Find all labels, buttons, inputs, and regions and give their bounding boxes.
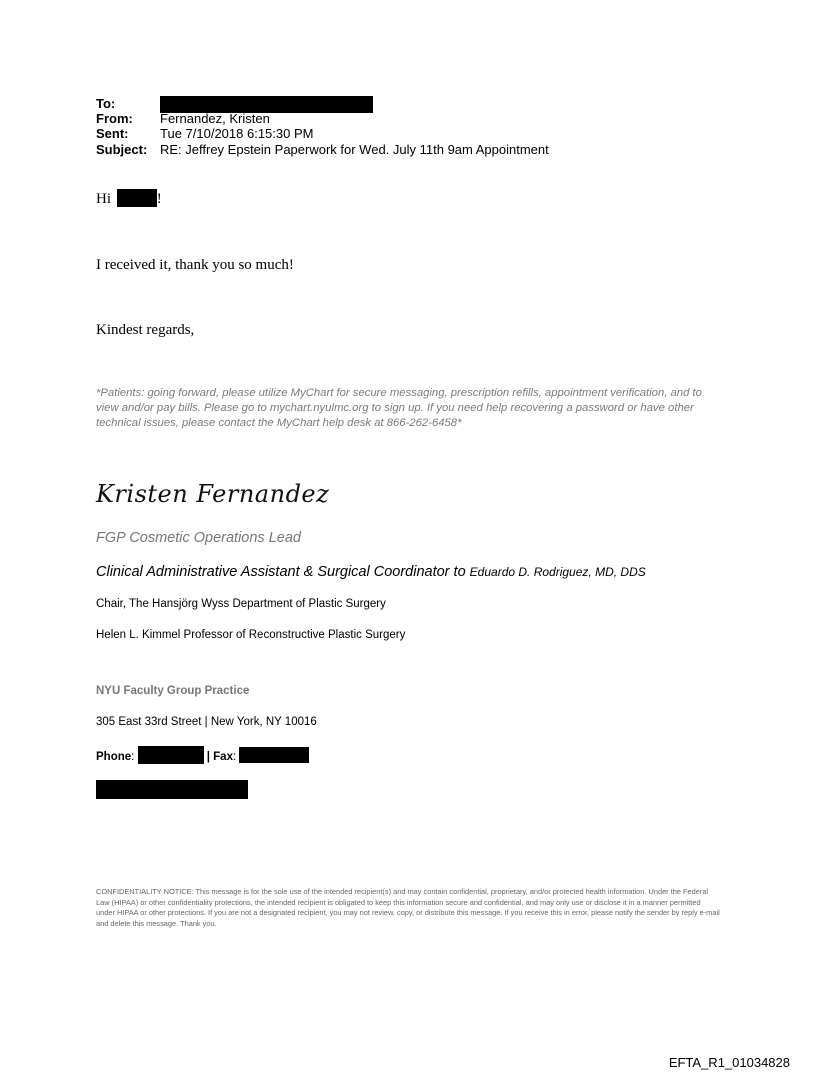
greeting-prefix: Hi <box>96 191 111 207</box>
title-operations-lead: FGP Cosmetic Operations Lead <box>96 530 301 546</box>
sent-value: Tue 7/10/2018 6:15:30 PM <box>160 126 314 141</box>
closing-line: Kindest regards, <box>96 322 195 338</box>
address-line: 305 East 33rd Street | New York, NY 10016 <box>96 716 317 728</box>
physician-name: Eduardo D. Rodriguez, MD, DDS <box>469 565 646 579</box>
from-value: Fernandez, Kristen <box>160 111 270 126</box>
phone-label: Phone <box>96 751 132 763</box>
document-id: EFTA_R1_01034828 <box>668 1055 790 1070</box>
to-label: To: <box>96 96 116 111</box>
greeting <box>96 189 162 208</box>
sent-label: Sent: <box>96 126 129 141</box>
greeting-suffix: ! <box>156 191 162 207</box>
subject-value: RE: Jeffrey Epstein Paperwork for Wed. July 11th 9am Appointment <box>160 142 549 157</box>
handwritten-signature: Kristen Fernandez <box>96 480 330 508</box>
professor-line: Helen L. Kimmel Professor of Reconstructive Plastic Surgery <box>96 629 406 641</box>
body-line: I received it, thank you so much! <box>96 257 294 273</box>
chair-line: Chair, The Hansjörg Wyss Department of Plastic Surgery <box>96 598 386 610</box>
fax-redaction <box>239 747 309 763</box>
email-redaction <box>96 780 248 799</box>
fax-colon: : <box>232 751 237 763</box>
phone-redaction <box>138 746 204 764</box>
fax-label: | Fax <box>206 751 233 763</box>
from-label: From: <box>96 111 133 126</box>
mychart-notice: *Patients: going forward, please utilize MyChart for secure messaging, prescription refills, appointment verification, and to view and/or pay bills. Please go to mychart.nyulmc.org to sign up. If you need help recovering a password or have other technical issues, please contact the MyChart help desk at 866-262-6458* <box>96 387 702 429</box>
confidentiality-notice: CONFIDENTIALITY NOTICE: This message is for the sole use of the intended recipient(s) and may contain confidential, proprietary, and/or protected health information. Under the Federal Law (HIPAA) or other confidentiality protections, the intended recipient is obligated to keep this information secure and confidential, and may only use or disclose it in a manner permitted under HIPAA or other protections. If you are not a designated recipient, you may not review, copy, or distribute this message. If you receive this in error, please notify the sender by reply e-mail and delete this message. Thank you. <box>96 887 720 928</box>
phone-colon: : <box>131 751 135 763</box>
greeting-redaction <box>117 189 157 207</box>
subject-label: Subject: <box>96 142 148 157</box>
phone-fax-line <box>96 746 309 764</box>
org-name: NYU Faculty Group Practice <box>96 685 250 697</box>
coordinator-title: Clinical Administrative Assistant & Surgical Coordinator to <box>96 564 466 580</box>
title-coordinator <box>96 564 646 580</box>
